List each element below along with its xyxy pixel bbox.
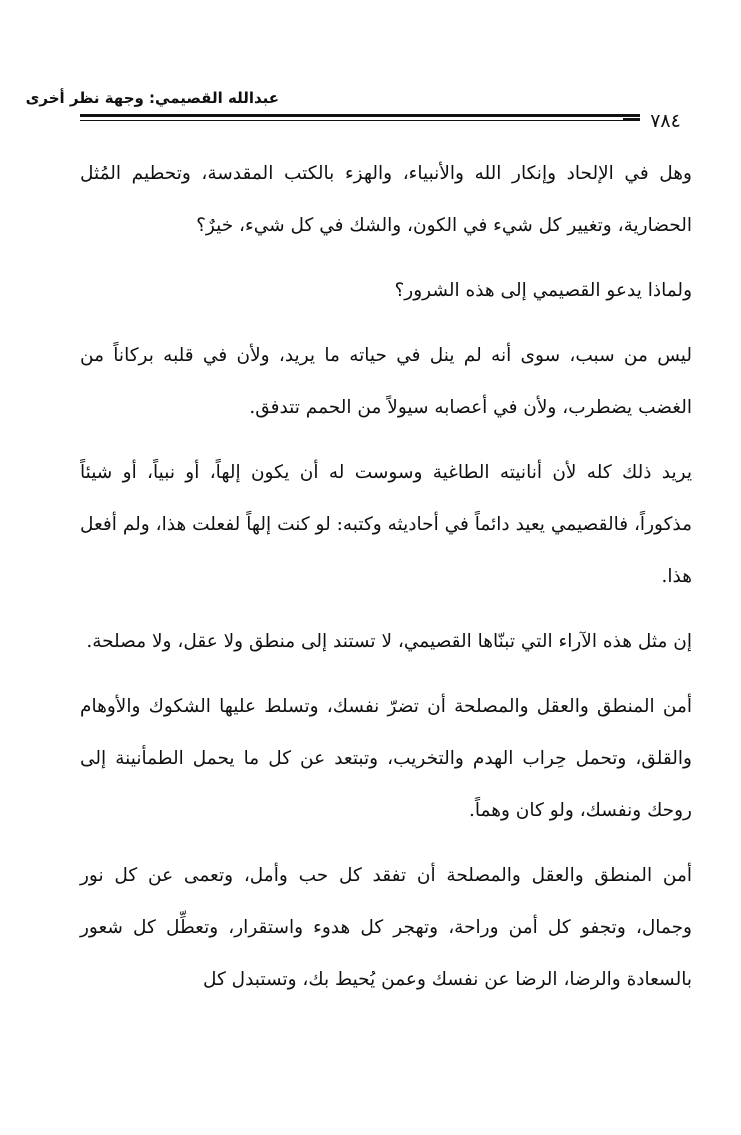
paragraph-5: إن مثل هذه الآراء التي تبنّاها القصيمي، لا تستند إلى منطق ولا عقل، ولا مصلحة.: [86, 631, 692, 652]
running-header-title: عبدالله القصيمي: وجهة نظر أخرى: [25, 89, 279, 107]
paragraph-4: يريد ذلك كله لأن أنانيته الطاغية وسوست له أن يكون إلهاً، أو نبياً، أو شيئاً مذكوراً، فالقصيمي يعيد دائماً في أحاديثه وكتبه: لو كنت إلهاً لفعلت هذا، ولم أفعل هذا.: [80, 462, 692, 587]
header-rule-thin: [80, 120, 690, 121]
paragraph-7: أمن المنطق والعقل والمصلحة أن تفقد كل حب وأمل، وتعمى عن كل نور وجمال، وتجفو كل أمن وراحة، وتهجر كل هدوء واستقرار، وتعطِّل كل شعور بالسعادة والرضا، الرضا عن نفسك وعمن يُحيط بك، وتستبدل كل: [80, 865, 692, 990]
page-number: ٧٨٤: [640, 110, 691, 132]
paragraph-3: ليس من سبب، سوى أنه لم ينل في حياته ما يريد، ولأن في قلبه بركاناً من الغضب يضطرب، ولأن في أعصابه سيولاً من الحمم تتدفق.: [80, 345, 692, 418]
body-text: [80, 148, 692, 1019]
header-rule-thick: [80, 114, 690, 117]
paragraph-6: أمن المنطق والعقل والمصلحة أن تضرّ نفسك، وتسلط عليها الشكوك والأوهام والقلق، وتحمل حِراب الهدم والتخريب، وتبتعد عن كل ما يحمل الطمأنينة إلى روحك ونفسك، ولو كان وهماً.: [80, 696, 692, 821]
paragraph-1: وهل في الإلحاد وإنكار الله والأنبياء، والهزء بالكتب المقدسة، وتحطيم المُثل الحضارية، وتغيير كل شيء في الكون، والشك في كل شيء، خيرٌ؟: [80, 163, 692, 236]
paragraph-2: ولماذا يدعو القصيمي إلى هذه الشرور؟: [394, 280, 692, 301]
